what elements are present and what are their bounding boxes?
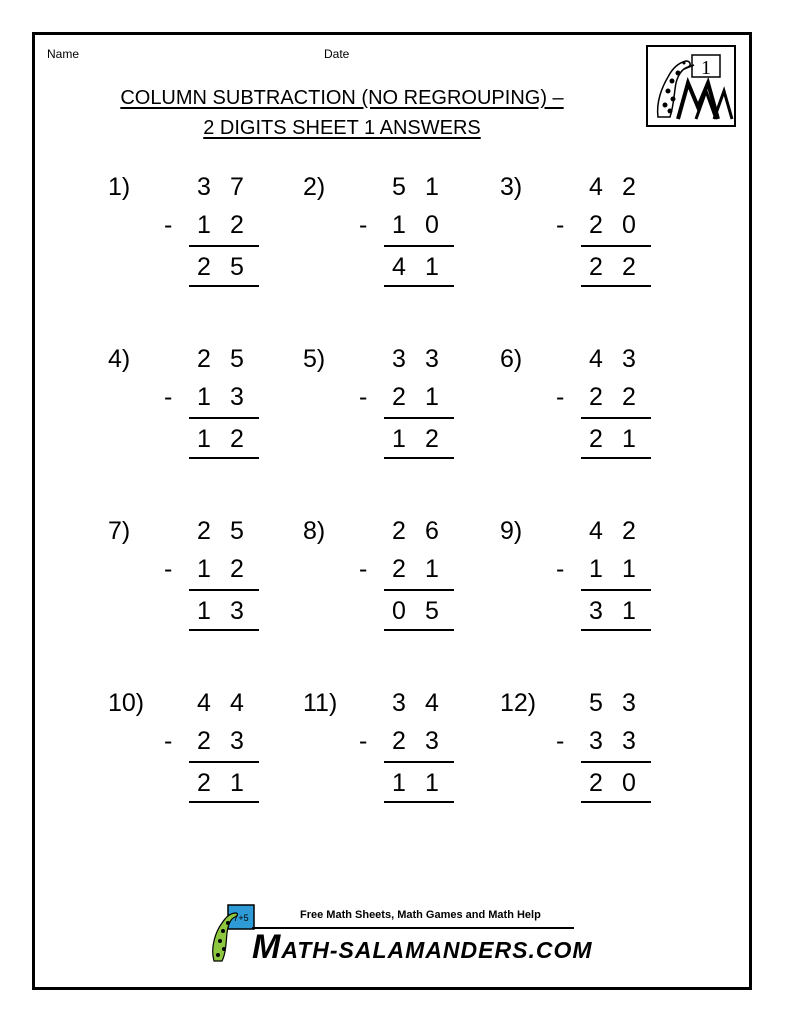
digit: 4 xyxy=(230,689,244,717)
digit: 5 xyxy=(392,173,406,201)
digit: 2 xyxy=(197,517,211,545)
digit: 5 xyxy=(230,253,244,281)
subtrahend xyxy=(586,727,646,759)
digit: 0 xyxy=(392,597,406,625)
digit: 0 xyxy=(622,769,636,797)
difference xyxy=(389,769,449,801)
digit: 3 xyxy=(622,345,636,373)
digit: 5 xyxy=(425,597,439,625)
digit: 2 xyxy=(230,425,244,453)
footer-logo xyxy=(208,901,258,968)
subtrahend xyxy=(389,383,449,415)
digit: 3 xyxy=(392,345,406,373)
difference xyxy=(194,769,254,801)
digit: 2 xyxy=(622,173,636,201)
digit: 2 xyxy=(197,727,211,755)
digit: 1 xyxy=(425,253,439,281)
minuend xyxy=(586,517,646,549)
answer-rule xyxy=(581,417,651,419)
digit: 3 xyxy=(589,597,603,625)
digit: 0 xyxy=(425,211,439,239)
digit: 1 xyxy=(392,425,406,453)
digit: 2 xyxy=(589,425,603,453)
subtrahend xyxy=(194,555,254,587)
difference xyxy=(194,597,254,629)
problem-3 xyxy=(500,173,700,293)
digit: 2 xyxy=(622,517,636,545)
digit: 1 xyxy=(230,769,244,797)
problem-8 xyxy=(303,517,503,637)
digit: 1 xyxy=(622,425,636,453)
title-line-1: COLUMN SUBTRACTION (NO REGROUPING) – xyxy=(120,87,564,109)
answer-rule xyxy=(384,629,454,631)
answer-rule xyxy=(384,285,454,287)
digit: 1 xyxy=(589,555,603,583)
digit: 2 xyxy=(392,517,406,545)
minuend xyxy=(389,517,449,549)
digit: 2 xyxy=(622,383,636,411)
digit: 4 xyxy=(589,173,603,201)
digit: 1 xyxy=(622,597,636,625)
problem-11 xyxy=(303,689,503,809)
problem-number: 7) xyxy=(108,517,131,545)
digit: 5 xyxy=(230,345,244,373)
date-label: Date xyxy=(324,47,350,61)
subtrahend xyxy=(586,555,646,587)
digit: 4 xyxy=(589,345,603,373)
problem-number: 9) xyxy=(500,517,523,545)
minus-sign: - xyxy=(164,383,173,411)
salamander-footer-icon xyxy=(208,901,258,963)
answer-rule xyxy=(581,457,651,459)
digit: 1 xyxy=(197,597,211,625)
difference xyxy=(586,597,646,629)
problem-number: 5) xyxy=(303,345,326,373)
minus-sign: - xyxy=(359,555,368,583)
digit: 1 xyxy=(425,173,439,201)
digit: 3 xyxy=(622,727,636,755)
answer-rule xyxy=(189,761,259,763)
digit: 3 xyxy=(230,383,244,411)
digit: 2 xyxy=(230,555,244,583)
answer-rule xyxy=(581,285,651,287)
title-line-2: 2 DIGITS SHEET 1 ANSWERS xyxy=(203,117,481,139)
difference xyxy=(389,253,449,285)
name-label: Name xyxy=(47,47,80,61)
subtrahend xyxy=(389,211,449,243)
answer-rule xyxy=(581,245,651,247)
footer-brand-initial: M xyxy=(252,928,282,966)
problem-number: 1) xyxy=(108,173,131,201)
digit: 4 xyxy=(589,517,603,545)
minuend xyxy=(586,345,646,377)
answer-rule xyxy=(581,761,651,763)
digit: 3 xyxy=(392,689,406,717)
subtrahend xyxy=(389,727,449,759)
digit: 6 xyxy=(425,517,439,545)
difference xyxy=(389,425,449,457)
digit: 2 xyxy=(197,253,211,281)
digit: 3 xyxy=(197,173,211,201)
problem-number: 11) xyxy=(303,689,338,717)
difference xyxy=(586,425,646,457)
problem-6 xyxy=(500,345,700,465)
digit: 3 xyxy=(230,597,244,625)
subtrahend xyxy=(194,211,254,243)
minuend xyxy=(389,689,449,721)
problem-7 xyxy=(108,517,308,637)
answer-rule xyxy=(384,417,454,419)
digit: 5 xyxy=(230,517,244,545)
digit: 1 xyxy=(425,769,439,797)
answer-rule xyxy=(384,457,454,459)
problem-4 xyxy=(108,345,308,465)
answer-rule xyxy=(384,245,454,247)
digit: 2 xyxy=(392,383,406,411)
digit: 5 xyxy=(589,689,603,717)
digit: 4 xyxy=(425,689,439,717)
minus-sign: - xyxy=(164,211,173,239)
answer-rule xyxy=(189,457,259,459)
problem-number: 4) xyxy=(108,345,131,373)
problem-number: 2) xyxy=(303,173,326,201)
answer-rule xyxy=(384,761,454,763)
problem-number: 8) xyxy=(303,517,326,545)
problem-10 xyxy=(108,689,308,809)
digit: 1 xyxy=(197,211,211,239)
subtrahend xyxy=(194,383,254,415)
minus-sign: - xyxy=(164,555,173,583)
answer-rule xyxy=(189,245,259,247)
logo-number: 1 xyxy=(701,57,711,79)
minuend xyxy=(194,345,254,377)
problem-number: 6) xyxy=(500,345,523,373)
digit: 2 xyxy=(425,425,439,453)
board-text: 7+5 xyxy=(233,913,249,923)
digit: 1 xyxy=(622,555,636,583)
difference xyxy=(586,253,646,285)
minuend xyxy=(389,173,449,205)
digit: 3 xyxy=(622,689,636,717)
minuend xyxy=(586,689,646,721)
digit: 1 xyxy=(197,383,211,411)
answer-rule xyxy=(581,801,651,803)
answer-rule xyxy=(384,801,454,803)
minuend xyxy=(194,517,254,549)
answer-rule xyxy=(189,629,259,631)
answer-rule xyxy=(384,589,454,591)
minuend xyxy=(194,173,254,205)
minus-sign: - xyxy=(556,555,565,583)
problem-9 xyxy=(500,517,700,637)
digit: 2 xyxy=(589,253,603,281)
answer-rule xyxy=(581,589,651,591)
answer-rule xyxy=(189,417,259,419)
minuend xyxy=(194,689,254,721)
answer-rule xyxy=(189,589,259,591)
digit: 1 xyxy=(197,425,211,453)
answer-rule xyxy=(189,801,259,803)
answer-rule xyxy=(581,629,651,631)
digit: 2 xyxy=(392,727,406,755)
digit: 1 xyxy=(392,769,406,797)
footer-brand-text: ATH-SALAMANDERS.COM xyxy=(281,937,593,963)
digit: 2 xyxy=(589,211,603,239)
digit: 2 xyxy=(622,253,636,281)
minus-sign: - xyxy=(556,727,565,755)
salamander-icon xyxy=(648,47,734,125)
problem-1 xyxy=(108,173,308,293)
minus-sign: - xyxy=(556,211,565,239)
difference xyxy=(389,597,449,629)
digit: 4 xyxy=(197,689,211,717)
salamander-logo xyxy=(646,45,736,127)
digit: 4 xyxy=(392,253,406,281)
difference xyxy=(194,253,254,285)
footer-brand xyxy=(252,928,593,967)
minus-sign: - xyxy=(359,211,368,239)
problem-number: 3) xyxy=(500,173,523,201)
subtrahend xyxy=(389,555,449,587)
minus-sign: - xyxy=(359,383,368,411)
digit: 1 xyxy=(197,555,211,583)
digit: 1 xyxy=(425,555,439,583)
digit: 1 xyxy=(425,383,439,411)
problem-number: 10) xyxy=(108,689,145,717)
digit: 1 xyxy=(392,211,406,239)
answer-rule xyxy=(189,285,259,287)
digit: 2 xyxy=(589,769,603,797)
problem-number: 12) xyxy=(500,689,537,717)
problem-12 xyxy=(500,689,700,809)
difference xyxy=(586,769,646,801)
subtrahend xyxy=(194,727,254,759)
digit: 3 xyxy=(425,345,439,373)
subtrahend xyxy=(586,211,646,243)
digit: 2 xyxy=(197,345,211,373)
problem-5 xyxy=(303,345,503,465)
digit: 3 xyxy=(589,727,603,755)
digit: 7 xyxy=(230,173,244,201)
digit: 2 xyxy=(392,555,406,583)
minus-sign: - xyxy=(164,727,173,755)
digit: 3 xyxy=(230,727,244,755)
problem-2 xyxy=(303,173,503,293)
digit: 2 xyxy=(197,769,211,797)
difference xyxy=(194,425,254,457)
digit: 3 xyxy=(425,727,439,755)
minuend xyxy=(586,173,646,205)
subtrahend xyxy=(586,383,646,415)
footer-tagline: Free Math Sheets, Math Games and Math Help xyxy=(300,909,541,921)
digit: 0 xyxy=(622,211,636,239)
digit: 2 xyxy=(230,211,244,239)
minus-sign: - xyxy=(556,383,565,411)
minus-sign: - xyxy=(359,727,368,755)
digit: 2 xyxy=(589,383,603,411)
minuend xyxy=(389,345,449,377)
